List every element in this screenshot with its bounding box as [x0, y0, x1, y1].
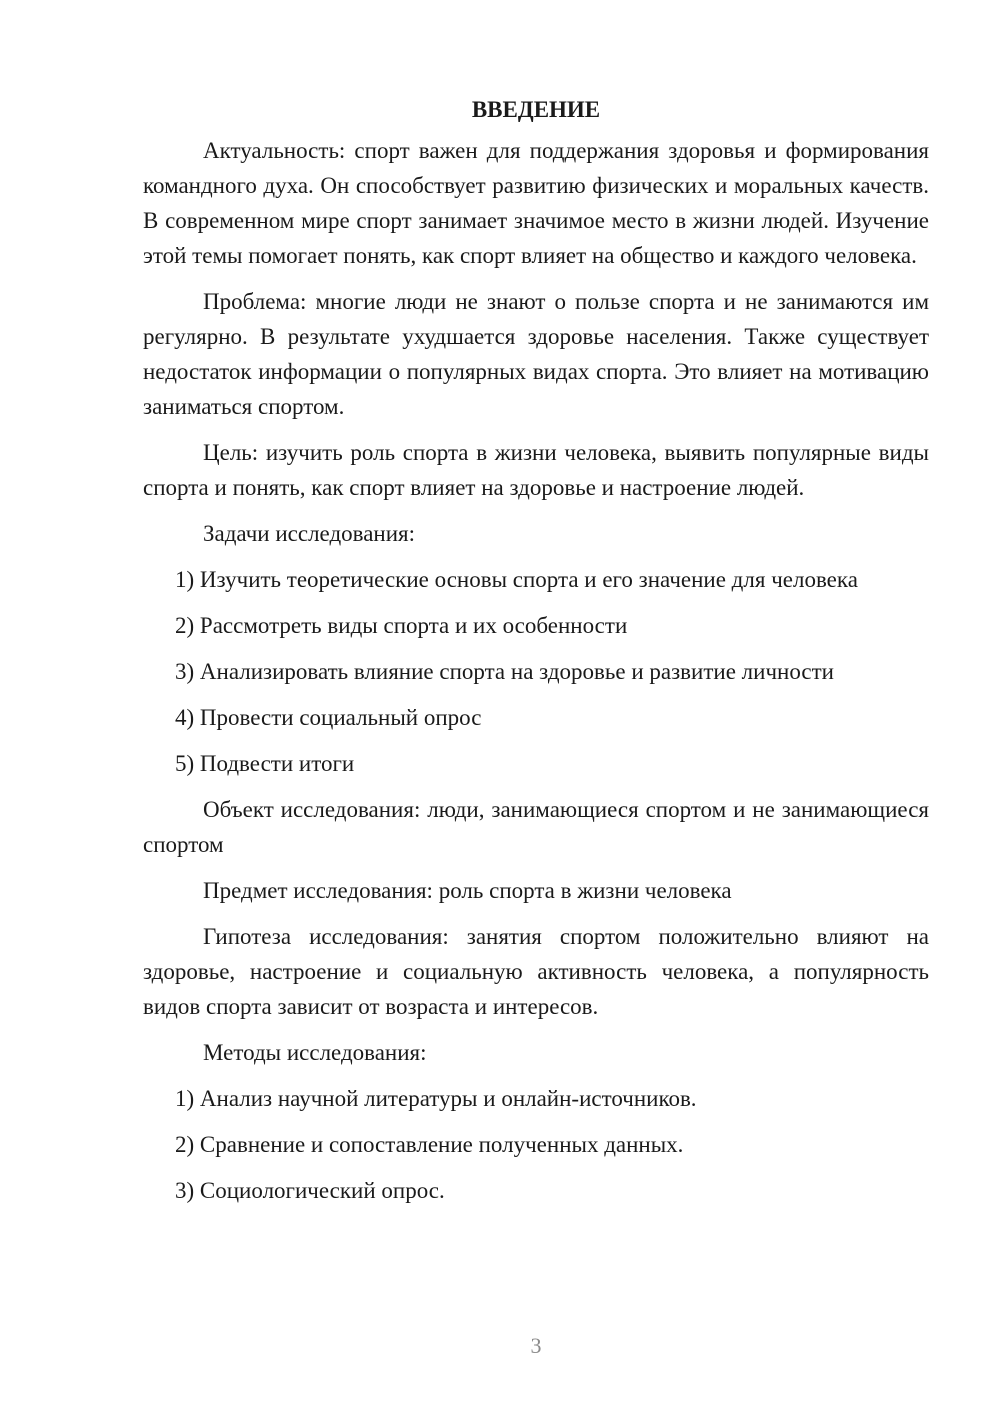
methods-list [143, 1081, 929, 1208]
page-number: 3 [530, 1333, 542, 1358]
tasks-heading: Задачи исследования: [203, 521, 416, 546]
tasks-list [143, 562, 929, 781]
method-item: 3) Социологический опрос. [175, 1178, 445, 1203]
subject-paragraph: Предмет исследования: роль спорта в жизни человека [203, 878, 732, 903]
method-item: 1) Анализ научной литературы и онлайн-источников. [175, 1086, 697, 1111]
object-paragraph: Объект исследования: люди, занимающиеся спортом и не занимающиеся спортом [143, 797, 929, 857]
methods-heading: Методы исследования: [203, 1040, 427, 1065]
task-item: 5) Подвести итоги [175, 751, 355, 776]
goal-paragraph: Цель: изучить роль спорта в жизни человека, выявить популярные виды спорта и понять, как спорт влияет на здоровье и настроение людей. [143, 440, 929, 500]
task-item: 3) Анализировать влияние спорта на здоровье и развитие личности [175, 659, 834, 684]
task-item: 1) Изучить теоретические основы спорта и его значение для человека [175, 567, 858, 592]
hypothesis-paragraph: Гипотеза исследования: занятия спортом положительно влияют на здоровье, настроение и социальную активность человека, а популярность видов спорта зависит от возраста и интересов. [143, 924, 929, 1019]
relevance-paragraph: Актуальность: спорт важен для поддержания здоровья и формирования командного духа. Он способствует развитию физических и моральных качеств. В современном мире спорт занимает значимое место в жизни людей. Изучение этой темы помогает понять, как спорт влияет на общество и каждого человека. [143, 138, 929, 268]
task-item: 4) Провести социальный опрос [175, 705, 482, 730]
task-item: 2) Рассмотреть виды спорта и их особенности [175, 613, 628, 638]
problem-paragraph: Проблема: многие люди не знают о пользе спорта и не занимаются им регулярно. В результате ухудшается здоровье населения. Также существует недостаток информации о популярных видах спорта. Это влияет на мотивацию заниматься спортом. [143, 289, 929, 419]
page-content [143, 92, 929, 1219]
section-title: ВВЕДЕНИЕ [471, 97, 601, 122]
method-item: 2) Сравнение и сопоставление полученных данных. [175, 1132, 684, 1157]
